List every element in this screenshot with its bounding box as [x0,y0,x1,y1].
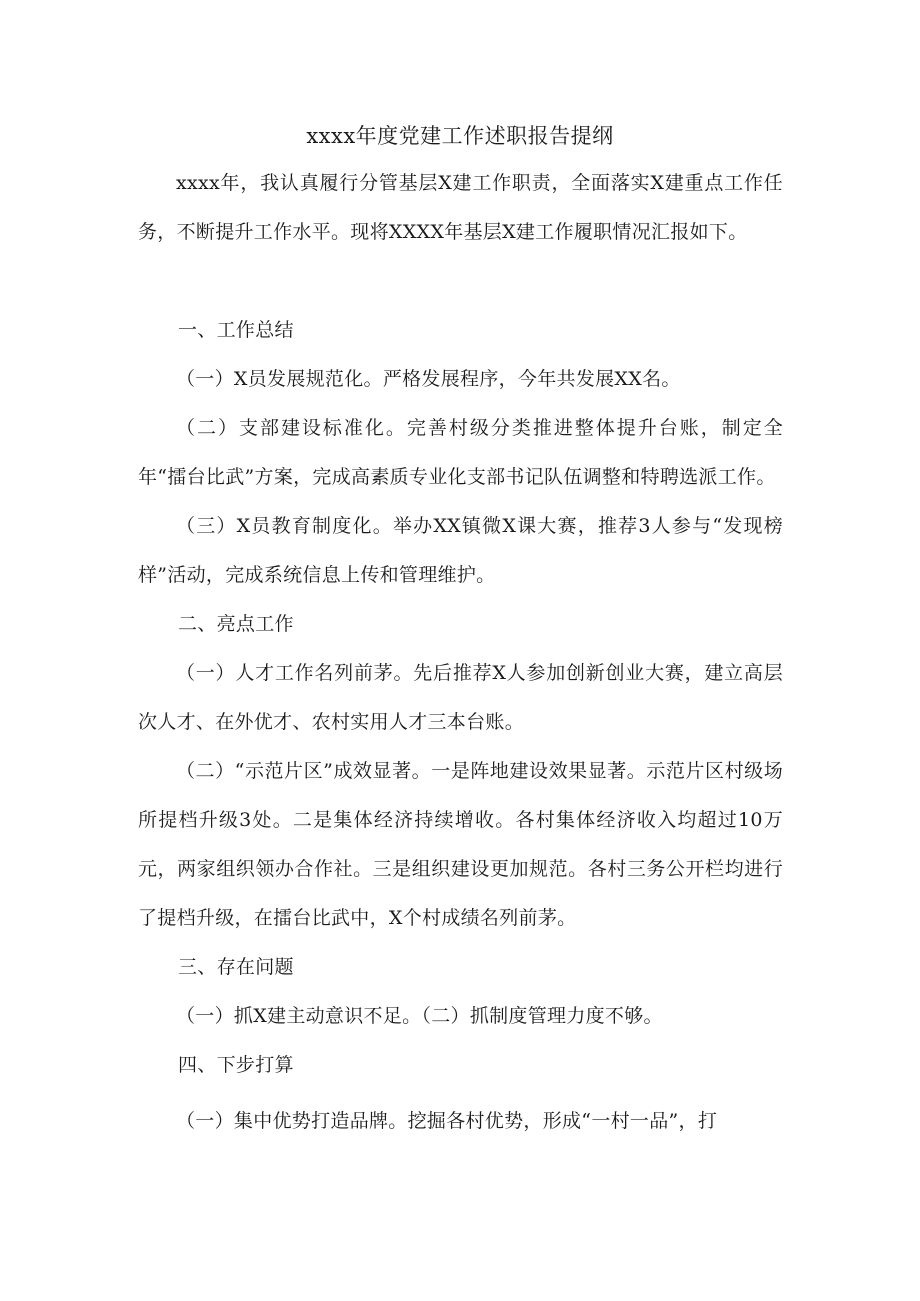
document-title: xxxx年度党建工作述职报告提纲 [306,124,614,148]
section-heading-work-summary: 一、工作总结 [178,319,294,341]
paragraph-member-development: （一）X员发展规范化。严格发展程序，今年共发展XX名。 [176,368,681,390]
paragraph-talent-work: （一）人才工作名列前茅。先后推荐X人参加创新创业大赛，建立高层次人才、在外优才、农村实用人才三本台账。 [138,662,783,733]
section-heading-problems: 三、存在问题 [178,956,294,978]
paragraph-brand-building: （一）集中优势打造品牌。挖掘各村优势，形成“一村一品”，打 [176,1110,718,1132]
section-heading-next-steps: 四、下步打算 [178,1054,294,1076]
paragraph-member-education: （三）X员教育制度化。举办XX镇微X课大赛，推荐3人参与“发现榜样”活动，完成系统信息上传和管理维护。 [138,515,783,586]
intro-paragraph: xxxx年，我认真履行分管基层X建工作职责，全面落实X建重点工作任务，不断提升工作水平。现将XXXX年基层X建工作履职情况汇报如下。 [138,172,783,243]
paragraph-branch-standardization: （二）支部建设标准化。完善村级分类推进整体提升台账，制定全年“擂台比武”方案，完成高素质专业化支部书记队伍调整和特聘选派工作。 [138,417,783,488]
section-heading-highlights: 二、亮点工作 [178,613,294,635]
paragraph-demo-area: （二）“示范片区”成效显著。一是阵地建设效果显著。示范片区村级场所提档升级3处。二是集体经济持续增收。各村集体经济收入均超过10万元，两家组织领办合作社。三是组织建设更加规范。各村三务公开栏均进行了提档升级，在擂台比武中，X个村成绩名列前茅。 [138,760,783,929]
paragraph-problems: （一）抓X建主动意识不足。（二）抓制度管理力度不够。 [176,1005,663,1027]
